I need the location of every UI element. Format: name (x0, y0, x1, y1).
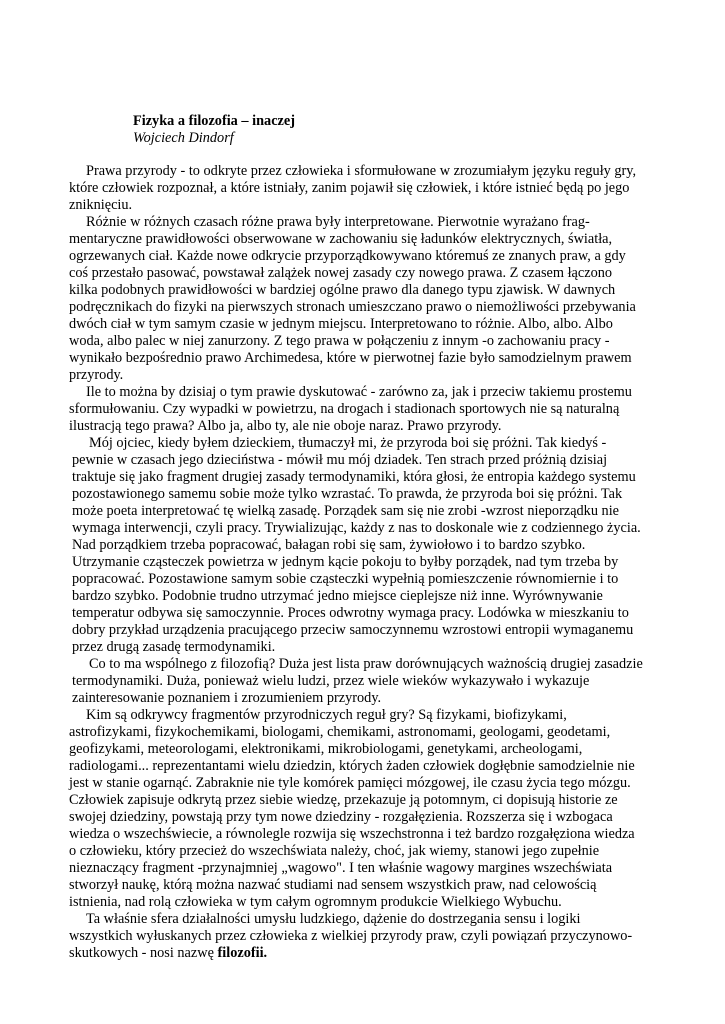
text-line: pozostawionego samemu sobie może tylko wzrastać. To prawda, że przyroda boi się próżni. Tak (72, 486, 623, 502)
text-line-last (69, 945, 267, 962)
document-author: Wojciech Dindorf (133, 130, 234, 146)
text-line: kilka podobnych prawidłowości w bardziej ogólne prawo dla danego typu zjawisk. W dawnych (69, 282, 616, 298)
document-title: Fizyka a filozofia – inaczej (133, 113, 295, 129)
text-line: Kim są odkrywcy fragmentów przyrodniczych reguł gry? Są fizykami, biofizykami, (86, 707, 567, 723)
text-line: podręcznikach do fizyki na pierwszych stronach umieszczano prawo o niemożliwości przebywania (69, 299, 636, 315)
text-line: geofizykami, meteorologami, elektronikami, mikrobiologami, genetykami, archeologami, (69, 741, 583, 757)
text-line: wymaga interwencji, czyli pracy. Trywializując, każdy z nas to doskonale wie z codziennego życia. (72, 520, 641, 536)
bold-term: filozofii. (217, 945, 268, 961)
text-line: pewnie w czasach jego dzieciństwa - mówił mu mój dziadek. Ten strach przed próżnią dzisiaj (72, 452, 608, 468)
text-line: stworzył naukę, którą można nazwać studiami nad sensem wszystkich praw, nad celowością (69, 877, 597, 893)
text-line: Prawa przyrody - to odkryte przez człowieka i sformułowane w zrozumiałym języku reguły gry, (86, 163, 637, 179)
text-line: bardzo szybko. Podobnie trudno utrzymać jedno miejsce cieplejsze niż inne. Wyrównywanie (72, 588, 603, 604)
text-line: dobry przykład urządzenia pracującego przeciw samoczynnemu wzrostowi entropii wymaganemu (72, 622, 634, 638)
text-line: termodynamiki. Duża, ponieważ wielu ludzi, przez wiele wieków wykazywało i wykazuje (72, 673, 590, 689)
text-line: o człowieku, który przecież do wszechświata należy, choć, jak wiemy, stanowi jego zupełnie (69, 843, 600, 859)
text-line: przez drugą zasadę termodynamiki. (72, 639, 276, 655)
text-line: astrofizykami, fizykochemikami, biologami, chemikami, astronomami, geologami, geodetami, (69, 724, 611, 740)
text-line: temperatur odbywa się samoczynnie. Proces odwrotny wymaga pracy. Lodówka w mieszkaniu to (72, 605, 629, 621)
text-line: woda, albo palec w niej zanurzony. Z tego prawa w połączeniu z innym -o zachowaniu pracy - (69, 333, 610, 349)
text-line: popracować. Pozostawione samym sobie cząsteczki wypełnią pomieszczenie równomiernie i to (72, 571, 619, 587)
text-line: istnienia, nad rolą człowieka w tym całym ogromnym produkcie Wielkiego Wybuchu. (69, 894, 562, 910)
text-line: przyrody. (69, 367, 124, 383)
text-line: może poeta interpretować tę wielką zasadę. Porządek sam się nie zrobi -wzrost nieporządku nie (72, 503, 620, 519)
text-line: swojej dziedziny, powstają przy tym nowe dziedziny - rozgałęzienia. Rozszerza się i wzbogaca (69, 809, 613, 825)
text-line-last-content: skutkowych - nosi nazwę (69, 945, 218, 961)
text-line: Ta właśnie sfera działalności umysłu ludzkiego, dążenie do dostrzegania sensu i logiki (86, 911, 581, 927)
title-block (133, 113, 295, 147)
text-line: mentaryczne prawidłowości obserwowane w zachowaniu się ładunków elektrycznych, światła, (69, 231, 613, 247)
text-line: zniknięciu. (69, 197, 133, 213)
text-line: wynikało bezpośrednio prawo Archimedesa, które w pierwotnej fazie było samodzielnym prawem (69, 350, 632, 366)
text-line: Ile to można by dzisiaj o tym prawie dyskutować - zarówno za, jak i przeciw takiemu prostemu (86, 384, 632, 400)
text-line: które człowiek rozpoznał, a które istniały, zanim pojawił się człowiek, i które istnieć będą po jego (69, 180, 630, 196)
text-line: jest w stanie ogarnąć. Zabraknie nie tyle komórek pamięci mózgowej, ile czasu życia tego mózgu. (69, 775, 631, 791)
text-line: zainteresowanie poznaniem i zrozumieniem przyrody. (72, 690, 382, 706)
text-line: coś przestało pasować, powstawał zalążek nowej zasady czy nowego prawa. Z czasem łączono (69, 265, 613, 281)
text-line: sformułowaniu. Czy wypadki w powietrzu, na drogach i stadionach sportowych nie są naturalną (69, 401, 620, 417)
text-line: Nad porządkiem trzeba popracować, bałagan robi się sam, żywiołowo i to bardzo szybko. (72, 537, 586, 553)
text-line: ilustracją tego prawa? Albo ja, albo ty, ale nie oboje naraz. Prawo przyrody. (69, 418, 502, 434)
text-line: Człowiek zapisuje odkrytą przez siebie wiedzę, przekazuje ją potomnym, ci dopisują historie ze (69, 792, 618, 808)
text-line: Co to ma wspólnego z filozofią? Duża jest lista praw dorównujących ważnością drugiej zasadzie (89, 656, 643, 672)
text-line: wszystkich wyłuskanych przez człowieka z wielkiej przyrody praw, czyli powiązań przyczynowo- (69, 928, 633, 944)
text-line: Utrzymanie cząsteczek powietrza w jednym kącie pokoju to byłby porządek, nad tym trzeba by (72, 554, 619, 570)
text-line: traktuje się jako fragment drugiej zasady termodynamiki, która głosi, że entropia każdego systemu (72, 469, 636, 485)
text-line: radiologami... reprezentantami wielu dziedzin, których żaden człowiek dogłębnie samodzielnie nie (69, 758, 635, 774)
text-line: ogrzewanych ciał. Każde nowe odkrycie przyporządkowywano któremuś ze znanych praw, a gdy (69, 248, 626, 264)
text-line: dwóch ciał w tym samym czasie w jednym miejscu. Interpretowano to różnie. Albo, albo. Albo (69, 316, 613, 332)
text-line: Mój ojciec, kiedy byłem dzieckiem, tłumaczył mi, że przyroda boi się próżni. Tak kiedyś - (89, 435, 607, 451)
text-line: nieznaczący fragment -przynajmniej „wagowo". I ten właśnie wagowy margines wszechświata (69, 860, 613, 876)
text-line: wiedza o wszechświecie, a równolegle rozwija się wszechstronna i też bardzo rozgałęziona wiedza (69, 826, 635, 842)
text-line: Różnie w różnych czasach różne prawa były interpretowane. Pierwotnie wyrażano frag- (86, 214, 590, 230)
